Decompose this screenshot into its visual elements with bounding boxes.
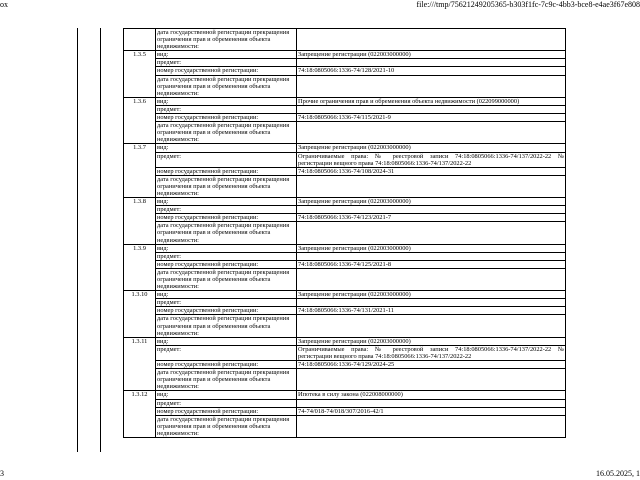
- row-value-data: [297, 222, 566, 244]
- table-row: [124, 291, 566, 299]
- continuation-number-cell: [124, 29, 156, 51]
- table-row: [124, 105, 566, 113]
- section-number: 1.3.10: [124, 291, 156, 338]
- table-row: [124, 51, 566, 59]
- row-label-predmet: предмет:: [156, 206, 297, 214]
- row-label-nomer: номер государственной регистрации:: [156, 167, 297, 175]
- row-label-nomer: номер государственной регистрации:: [156, 407, 297, 415]
- table-row: [124, 67, 566, 75]
- page-footer-number: 3: [0, 469, 4, 478]
- section-number: 1.3.6: [124, 97, 156, 144]
- row-label-vid: вид:: [156, 244, 297, 252]
- row-label-nomer: номер государственной регистрации:: [156, 307, 297, 315]
- table-row: [124, 399, 566, 407]
- table-row: [124, 369, 566, 391]
- row-label-vid: вид:: [156, 144, 297, 152]
- section-number: 1.3.8: [124, 198, 156, 245]
- left-margin-line: [77, 28, 78, 452]
- table-row: [124, 415, 566, 437]
- table-row: [124, 260, 566, 268]
- row-label-predmet: предмет:: [156, 152, 297, 167]
- browser-header-url: file:///tmp/75621249205365-b303f1fc-7c9c-4bb3-bce8-e4ae3f67e808: [416, 0, 640, 9]
- section-number: 1.3.9: [124, 244, 156, 291]
- row-label-predmet: предмет:: [156, 252, 297, 260]
- row-label-data: дата государственной регистрации прекращения ограничения прав и обременения объекта недвижимости:: [156, 369, 297, 391]
- table-row: [124, 337, 566, 345]
- row-value-vid: Запрещение регистрации (022003000000): [297, 144, 566, 152]
- table-row: [124, 114, 566, 122]
- row-value-data: [297, 268, 566, 290]
- row-value-data: [297, 369, 566, 391]
- registry-table: [123, 28, 566, 438]
- row-value-predmet: [297, 399, 566, 407]
- table-row: [124, 391, 566, 399]
- row-value-nomer: 74:18:0805066:1336-74/108/2024-31: [297, 167, 566, 175]
- row-value-predmet: [297, 105, 566, 113]
- row-value-data: [297, 175, 566, 197]
- table-row: [124, 122, 566, 144]
- table-row: [124, 299, 566, 307]
- row-label-predmet: предмет:: [156, 105, 297, 113]
- row-value-vid: Запрещение регистрации (022003000000): [297, 337, 566, 345]
- row-label-data: дата государственной регистрации прекращения ограничения прав и обременения объекта недвижимости:: [156, 175, 297, 197]
- table-row: [124, 29, 566, 51]
- row-label-predmet: предмет:: [156, 345, 297, 360]
- table-row: [124, 167, 566, 175]
- row-value-predmet: Ограничиваемые права: № реестровой записи 74:18:0805066:1336-74/137/2022-22 № регистрации вещного права 74:18:0805066:1336-74/137/2022-22: [298, 152, 564, 167]
- table-row: [124, 407, 566, 415]
- row-value-nomer: 74:18:0805066:1336-74/125/2021-8: [297, 260, 566, 268]
- table-row: [124, 198, 566, 206]
- row-value-data: [297, 75, 566, 97]
- row-value-vid: Запрещение регистрации (022003000000): [297, 291, 566, 299]
- table-row: [124, 152, 566, 167]
- row-label-predmet: предмет:: [156, 399, 297, 407]
- row-value-nomer: 74-74/018-74/018/307/2016-42/1: [297, 407, 566, 415]
- row-label-data: дата государственной регистрации прекращения ограничения прав и обременения объекта недвижимости:: [156, 315, 297, 337]
- row-label-nomer: номер государственной регистрации:: [156, 260, 297, 268]
- registry-table-body: [124, 29, 566, 438]
- table-row: [124, 268, 566, 290]
- row-label-data: дата государственной регистрации прекращения ограничения прав и обременения объекта недвижимости:: [156, 268, 297, 290]
- row-value-nomer: 74:18:0805066:1336-74/115/2021-9: [297, 114, 566, 122]
- row-value-vid: Запрещение регистрации (022003000000): [297, 198, 566, 206]
- row-value-data: [297, 415, 566, 437]
- row-value-predmet: [297, 206, 566, 214]
- row-value-predmet: Ограничиваемые права: № реестровой записи 74:18:0805066:1336-74/137/2022-22 № регистрации вещного права 74:18:0805066:1336-74/137/2022-22: [298, 345, 564, 360]
- section-number: 1.3.7: [124, 144, 156, 198]
- row-label-vid: вид:: [156, 391, 297, 399]
- table-row: [124, 345, 566, 360]
- page-footer-datetime: 16.05.2025, 1: [596, 469, 640, 478]
- row-value-nomer: 74:18:0805066:1336-74/123/2021-7: [297, 214, 566, 222]
- table-row: [124, 175, 566, 197]
- row-label-vid: вид:: [156, 198, 297, 206]
- section-number: 1.3.12: [124, 391, 156, 438]
- row-label-vid: вид:: [156, 291, 297, 299]
- row-value-data: [297, 122, 566, 144]
- row-label-vid: вид:: [156, 51, 297, 59]
- row-label-vid: вид:: [156, 97, 297, 105]
- row-value-predmet: [297, 299, 566, 307]
- row-value-predmet: [297, 252, 566, 260]
- row-label-predmet: предмет:: [156, 299, 297, 307]
- section-number: 1.3.11: [124, 337, 156, 391]
- row-value-vid: Запрещение регистрации (022003000000): [297, 244, 566, 252]
- table-row: [124, 97, 566, 105]
- table-row: [124, 144, 566, 152]
- row-value-nomer: 74:18:0805066:1336-74/128/2021-10: [297, 67, 566, 75]
- row-label-data: дата государственной регистрации прекращения ограничения прав и обременения объекта недвижимости:: [156, 75, 297, 97]
- table-row: [124, 214, 566, 222]
- table-row: [124, 361, 566, 369]
- row-value-predmet: [297, 59, 566, 67]
- row-label-predmet: предмет:: [156, 59, 297, 67]
- row-label-nomer: номер государственной регистрации:: [156, 361, 297, 369]
- row-value-vid: Прочие ограничения прав и обременения объекта недвижимости (022099000000): [297, 97, 566, 105]
- row-value-vid: Запрещение регистрации (022003000000): [297, 51, 566, 59]
- table-row: [124, 252, 566, 260]
- row-label-nomer: номер государственной регистрации:: [156, 114, 297, 122]
- row-label-vid: вид:: [156, 337, 297, 345]
- row-value-vid: Ипотека в силу закона (022008000000): [297, 391, 566, 399]
- row-label-data: дата государственной регистрации прекращения ограничения прав и обременения объекта недвижимости:: [156, 222, 297, 244]
- row-label-data: дата государственной регистрации прекращения ограничения прав и обременения объекта недвижимости:: [156, 122, 297, 144]
- table-row: [124, 315, 566, 337]
- table-row: [124, 75, 566, 97]
- row-value: [297, 29, 566, 51]
- row-label: дата государственной регистрации прекращения ограничения прав и обременения объекта недвижимости:: [156, 29, 297, 51]
- row-value-nomer: 74:18:0805066:1336-74/129/2024-25: [297, 361, 566, 369]
- section-number: 1.3.5: [124, 51, 156, 98]
- table-row: [124, 307, 566, 315]
- row-value-data: [297, 315, 566, 337]
- table-row: [124, 244, 566, 252]
- left-margin-line: [100, 28, 101, 452]
- row-label-data: дата государственной регистрации прекращения ограничения прав и обременения объекта недвижимости:: [156, 415, 297, 437]
- row-value-nomer: 74:18:0805066:1336-74/131/2021-11: [297, 307, 566, 315]
- browser-header-left: ox: [0, 0, 8, 9]
- table-row: [124, 59, 566, 67]
- table-row: [124, 206, 566, 214]
- table-row: [124, 222, 566, 244]
- row-label-nomer: номер государственной регистрации:: [156, 214, 297, 222]
- row-label-nomer: номер государственной регистрации:: [156, 67, 297, 75]
